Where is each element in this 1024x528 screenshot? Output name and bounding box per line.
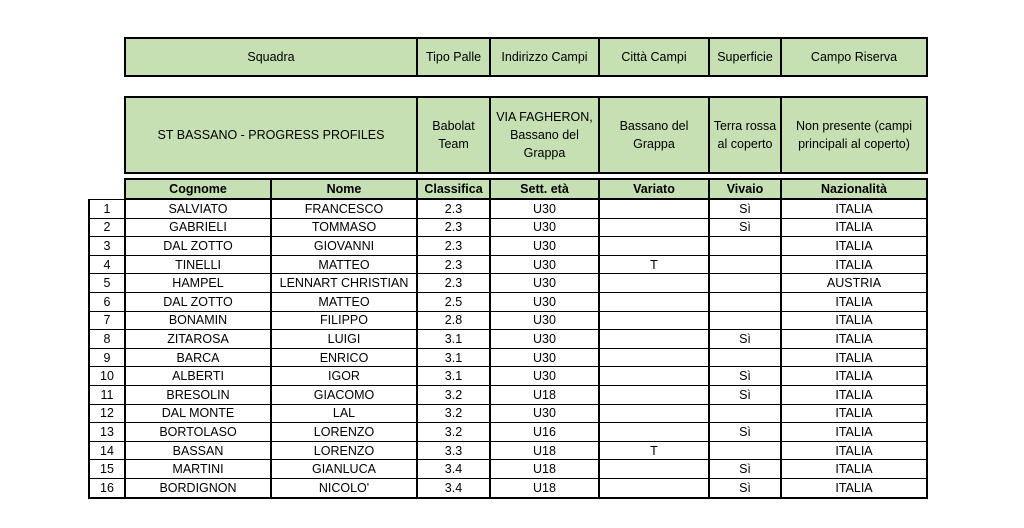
table-row <box>89 423 927 442</box>
team-campo-riserva: Non presente (campi principali al coperto) <box>781 97 927 173</box>
header-nazionalita: Nazionalità <box>781 179 927 199</box>
table-row <box>89 330 927 349</box>
player-cognome: BONAMIN <box>125 311 271 330</box>
row-index: 5 <box>89 274 125 293</box>
player-nazionalita: ITALIA <box>781 460 927 479</box>
player-classifica: 2.5 <box>417 292 490 311</box>
player-nome: IGOR <box>271 367 417 386</box>
team-info-header <box>124 37 928 77</box>
player-vivaio: Sì <box>709 330 781 349</box>
player-cognome: HAMPEL <box>125 274 271 293</box>
player-cognome: DAL MONTE <box>125 404 271 423</box>
header-sett-eta: Sett. età <box>490 179 599 199</box>
player-vivaio <box>709 404 781 423</box>
player-nome: GIACOMO <box>271 385 417 404</box>
player-cognome: BORDIGNON <box>125 478 271 497</box>
row-index: 13 <box>89 423 125 442</box>
row-index: 4 <box>89 255 125 274</box>
table-row <box>89 460 927 479</box>
header-indirizzo-campi: Indirizzo Campi <box>490 38 599 76</box>
player-sett-eta: U18 <box>490 478 599 497</box>
player-classifica: 2.3 <box>417 255 490 274</box>
player-variato <box>599 292 709 311</box>
player-nazionalita: ITALIA <box>781 348 927 367</box>
player-nazionalita: ITALIA <box>781 367 927 386</box>
player-nome: ENRICO <box>271 348 417 367</box>
player-nazionalita: ITALIA <box>781 441 927 460</box>
player-sett-eta: U30 <box>490 404 599 423</box>
row-index: 7 <box>89 311 125 330</box>
player-variato <box>599 199 709 218</box>
row-index: 12 <box>89 404 125 423</box>
player-sett-eta: U30 <box>490 348 599 367</box>
player-nazionalita: ITALIA <box>781 311 927 330</box>
player-cognome: BORTOLASO <box>125 423 271 442</box>
table-row <box>89 404 927 423</box>
player-nome: NICOLO' <box>271 478 417 497</box>
player-variato <box>599 404 709 423</box>
row-index: 10 <box>89 367 125 386</box>
player-cognome: GABRIELI <box>125 218 271 237</box>
player-vivaio: Sì <box>709 385 781 404</box>
player-cognome: BRESOLIN <box>125 385 271 404</box>
player-cognome: ZITAROSA <box>125 330 271 349</box>
player-nazionalita: ITALIA <box>781 423 927 442</box>
row-index: 14 <box>89 441 125 460</box>
player-classifica: 2.3 <box>417 237 490 256</box>
player-cognome: TINELLI <box>125 255 271 274</box>
player-nome: LAL <box>271 404 417 423</box>
team-info-values <box>124 96 928 174</box>
player-variato <box>599 478 709 497</box>
row-index: 8 <box>89 330 125 349</box>
player-nazionalita: ITALIA <box>781 255 927 274</box>
player-sett-eta: U30 <box>490 237 599 256</box>
player-classifica: 2.3 <box>417 274 490 293</box>
table-row <box>89 367 927 386</box>
player-nazionalita: AUSTRIA <box>781 274 927 293</box>
player-vivaio <box>709 441 781 460</box>
player-sett-eta: U30 <box>490 199 599 218</box>
player-vivaio <box>709 255 781 274</box>
table-row <box>89 441 927 460</box>
header-citta-campi: Città Campi <box>599 38 709 76</box>
player-nazionalita: ITALIA <box>781 199 927 218</box>
player-cognome: MARTINI <box>125 460 271 479</box>
table-row <box>89 274 927 293</box>
player-nazionalita: ITALIA <box>781 478 927 497</box>
player-cognome: DAL ZOTTO <box>125 237 271 256</box>
player-cognome: DAL ZOTTO <box>125 292 271 311</box>
row-index: 11 <box>89 385 125 404</box>
header-cognome: Cognome <box>125 179 271 199</box>
player-variato: T <box>599 441 709 460</box>
player-cognome: BASSAN <box>125 441 271 460</box>
player-sett-eta: U18 <box>490 385 599 404</box>
table-row <box>89 385 927 404</box>
player-sett-eta: U30 <box>490 311 599 330</box>
player-variato <box>599 330 709 349</box>
player-vivaio <box>709 311 781 330</box>
player-sett-eta: U30 <box>490 330 599 349</box>
player-cognome: SALVIATO <box>125 199 271 218</box>
row-index: 15 <box>89 460 125 479</box>
header-nome: Nome <box>271 179 417 199</box>
table-row <box>89 478 927 497</box>
player-classifica: 3.3 <box>417 441 490 460</box>
player-vivaio <box>709 348 781 367</box>
player-nazionalita: ITALIA <box>781 292 927 311</box>
table-row <box>89 292 927 311</box>
player-classifica: 3.2 <box>417 404 490 423</box>
player-classifica: 2.3 <box>417 218 490 237</box>
player-sett-eta: U30 <box>490 292 599 311</box>
row-index: 6 <box>89 292 125 311</box>
player-classifica: 3.2 <box>417 423 490 442</box>
player-variato <box>599 385 709 404</box>
player-classifica: 2.8 <box>417 311 490 330</box>
table-row <box>89 218 927 237</box>
roster-header-row <box>89 179 927 199</box>
header-campo-riserva: Campo Riserva <box>781 38 927 76</box>
table-row <box>89 255 927 274</box>
player-classifica: 3.2 <box>417 385 490 404</box>
team-tipo-palle: Babolat Team <box>417 97 490 173</box>
player-nazionalita: ITALIA <box>781 218 927 237</box>
player-sett-eta: U30 <box>490 367 599 386</box>
row-index: 2 <box>89 218 125 237</box>
team-citta: Bassano del Grappa <box>599 97 709 173</box>
player-variato <box>599 237 709 256</box>
header-vivaio: Vivaio <box>709 179 781 199</box>
player-vivaio <box>709 237 781 256</box>
header-classifica: Classifica <box>417 179 490 199</box>
player-variato <box>599 460 709 479</box>
player-nome: TOMMASO <box>271 218 417 237</box>
player-nome: LORENZO <box>271 423 417 442</box>
player-nazionalita: ITALIA <box>781 330 927 349</box>
player-nazionalita: ITALIA <box>781 237 927 256</box>
player-classifica: 3.1 <box>417 367 490 386</box>
player-classifica: 3.1 <box>417 348 490 367</box>
player-vivaio <box>709 274 781 293</box>
team-indirizzo: VIA FAGHERON, Bassano del Grappa <box>490 97 599 173</box>
table-row <box>89 237 927 256</box>
player-sett-eta: U30 <box>490 274 599 293</box>
player-vivaio: Sì <box>709 218 781 237</box>
player-nome: MATTEO <box>271 255 417 274</box>
player-nome: LORENZO <box>271 441 417 460</box>
row-index: 16 <box>89 478 125 497</box>
row-index: 1 <box>89 199 125 218</box>
player-vivaio: Sì <box>709 478 781 497</box>
table-row <box>89 199 927 218</box>
header-superficie: Superficie <box>709 38 781 76</box>
team-superficie: Terra rossa al coperto <box>709 97 781 173</box>
player-vivaio <box>709 292 781 311</box>
player-variato <box>599 274 709 293</box>
row-index: 9 <box>89 348 125 367</box>
player-sett-eta: U18 <box>490 460 599 479</box>
player-variato <box>599 311 709 330</box>
player-classifica: 3.4 <box>417 460 490 479</box>
player-variato: T <box>599 255 709 274</box>
player-cognome: ALBERTI <box>125 367 271 386</box>
table-row <box>89 348 927 367</box>
player-nome: LENNART CHRISTIAN <box>271 274 417 293</box>
player-nome: FILIPPO <box>271 311 417 330</box>
player-nome: GIANLUCA <box>271 460 417 479</box>
player-sett-eta: U30 <box>490 218 599 237</box>
player-vivaio: Sì <box>709 423 781 442</box>
player-nome: GIOVANNI <box>271 237 417 256</box>
player-classifica: 2.3 <box>417 199 490 218</box>
player-sett-eta: U30 <box>490 255 599 274</box>
player-nome: MATTEO <box>271 292 417 311</box>
player-sett-eta: U18 <box>490 441 599 460</box>
player-variato <box>599 348 709 367</box>
player-sett-eta: U16 <box>490 423 599 442</box>
player-variato <box>599 367 709 386</box>
table-row <box>89 311 927 330</box>
player-vivaio: Sì <box>709 460 781 479</box>
header-squadra: Squadra <box>125 38 417 76</box>
header-tipo-palle: Tipo Palle <box>417 38 490 76</box>
player-classifica: 3.1 <box>417 330 490 349</box>
player-variato <box>599 218 709 237</box>
player-vivaio: Sì <box>709 367 781 386</box>
player-nazionalita: ITALIA <box>781 385 927 404</box>
header-variato: Variato <box>599 179 709 199</box>
player-nome: FRANCESCO <box>271 199 417 218</box>
player-vivaio: Sì <box>709 199 781 218</box>
header-index-blank <box>89 179 125 199</box>
player-nome: LUIGI <box>271 330 417 349</box>
player-classifica: 3.4 <box>417 478 490 497</box>
player-cognome: BARCA <box>125 348 271 367</box>
player-nazionalita: ITALIA <box>781 404 927 423</box>
player-variato <box>599 423 709 442</box>
row-index: 3 <box>89 237 125 256</box>
roster-table <box>88 178 928 499</box>
team-name: ST BASSANO - PROGRESS PROFILES <box>125 97 417 173</box>
